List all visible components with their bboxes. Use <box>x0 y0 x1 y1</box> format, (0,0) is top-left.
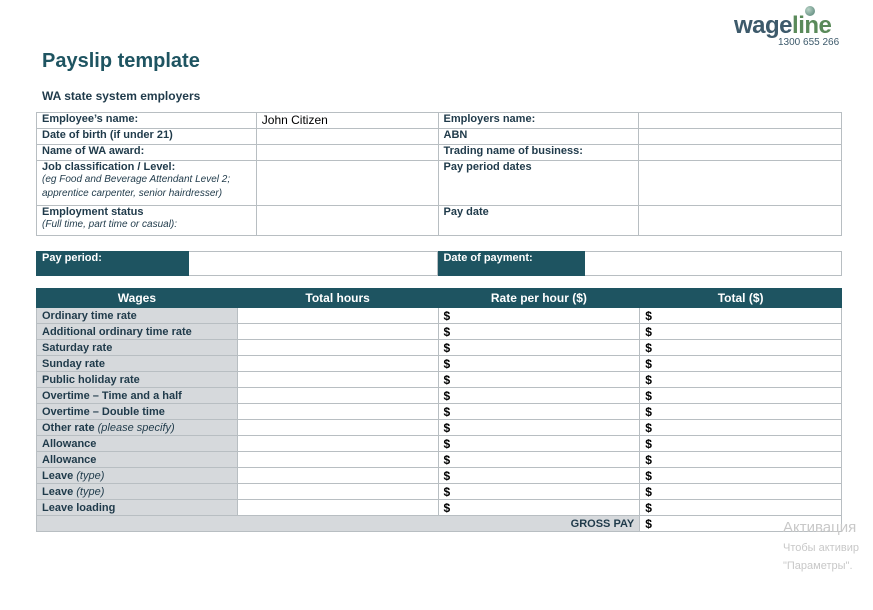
row-total-field[interactable]: $ <box>640 324 842 340</box>
table-row <box>37 468 842 484</box>
row-total-field[interactable]: $ <box>640 372 842 388</box>
table-row <box>37 500 842 516</box>
gross-pay-label: GROSS PAY <box>37 516 640 532</box>
rate-per-hour-field[interactable]: $ <box>438 324 640 340</box>
row-total-field[interactable]: $ <box>640 388 842 404</box>
table-row <box>37 420 842 436</box>
rate-per-hour-field[interactable]: $ <box>438 404 640 420</box>
wage-type-label: Leave loading <box>37 500 238 516</box>
row-total-field[interactable]: $ <box>640 340 842 356</box>
logo-phone: 1300 655 266 <box>778 37 840 48</box>
row-total-field[interactable]: $ <box>640 308 842 324</box>
table-row <box>37 404 842 420</box>
total-hours-field[interactable] <box>237 404 438 420</box>
wage-type-label: Sunday rate <box>37 356 238 372</box>
pay-period-table <box>36 251 842 276</box>
rate-per-hour-field[interactable]: $ <box>438 452 640 468</box>
total-hours-field[interactable] <box>237 324 438 340</box>
wage-type-label: Allowance <box>37 452 238 468</box>
award-field[interactable] <box>256 145 438 161</box>
employment-status-field[interactable] <box>256 206 438 236</box>
rate-per-hour-field[interactable]: $ <box>438 420 640 436</box>
pay-date-label: Pay date <box>438 206 639 236</box>
rate-per-hour-field[interactable]: $ <box>438 388 640 404</box>
table-row <box>37 452 842 468</box>
dob-label: Date of birth (if under 21) <box>37 129 257 145</box>
table-row <box>37 324 842 340</box>
pay-period-label: Pay period: <box>37 252 189 276</box>
job-classification-field[interactable] <box>256 161 438 206</box>
page-subtitle: WA state system employers <box>42 89 201 103</box>
logo-wordmark: wageline <box>734 12 832 39</box>
employee-name-label: Employee’s name: <box>37 113 257 129</box>
activation-watermark-line2: Чтобы активир <box>783 542 859 554</box>
wages-table <box>36 288 842 532</box>
rate-per-hour-field[interactable]: $ <box>438 308 640 324</box>
total-hours-field[interactable] <box>237 468 438 484</box>
wage-type-label: Ordinary time rate <box>37 308 238 324</box>
table-row <box>37 308 842 324</box>
row-total-field[interactable]: $ <box>640 436 842 452</box>
table-row <box>37 484 842 500</box>
rate-per-hour-field[interactable]: $ <box>438 500 640 516</box>
date-of-payment-field[interactable] <box>585 252 842 276</box>
abn-field[interactable] <box>639 129 842 145</box>
trading-name-field[interactable] <box>639 145 842 161</box>
row-total-field[interactable]: $ <box>640 484 842 500</box>
employment-status-cell <box>37 206 257 236</box>
job-classification-cell <box>37 161 257 206</box>
total-hours-field[interactable] <box>237 452 438 468</box>
row-total-field[interactable]: $ <box>640 420 842 436</box>
total-hours-field[interactable] <box>237 308 438 324</box>
pay-period-field[interactable] <box>188 252 438 276</box>
row-total-field[interactable]: $ <box>640 356 842 372</box>
activation-watermark-line3: "Параметры". <box>783 560 853 572</box>
wage-type-label: Additional ordinary time rate <box>37 324 238 340</box>
wage-type-label: Saturday rate <box>37 340 238 356</box>
table-row <box>37 372 842 388</box>
total-hours-field[interactable] <box>237 372 438 388</box>
header-total-hours: Total hours <box>237 289 438 308</box>
total-hours-field[interactable] <box>237 356 438 372</box>
gross-pay-currency: $ <box>645 516 652 531</box>
wage-type-label: Leave (type) <box>37 484 238 500</box>
rate-per-hour-field[interactable]: $ <box>438 436 640 452</box>
total-hours-field[interactable] <box>237 484 438 500</box>
rate-per-hour-field[interactable]: $ <box>438 356 640 372</box>
header-rate-per-hour: Rate per hour ($) <box>438 289 640 308</box>
row-total-field[interactable]: $ <box>640 452 842 468</box>
total-hours-field[interactable] <box>237 340 438 356</box>
table-row <box>37 340 842 356</box>
activation-watermark-title: Активация <box>783 519 857 536</box>
total-hours-field[interactable] <box>237 500 438 516</box>
rate-per-hour-field[interactable]: $ <box>438 468 640 484</box>
trading-name-label: Trading name of business: <box>438 145 639 161</box>
employee-name-value: John Citizen <box>261 113 328 127</box>
wage-type-label: Public holiday rate <box>37 372 238 388</box>
abn-label: ABN <box>438 129 639 145</box>
header-total: Total ($) <box>640 289 842 308</box>
employee-info-table <box>36 112 842 236</box>
total-hours-field[interactable] <box>237 420 438 436</box>
total-hours-field[interactable] <box>237 436 438 452</box>
rate-per-hour-field[interactable]: $ <box>438 484 640 500</box>
row-total-field[interactable]: $ <box>640 468 842 484</box>
wage-type-label: Leave (type) <box>37 468 238 484</box>
rate-per-hour-field[interactable]: $ <box>438 372 640 388</box>
wageline-logo <box>734 6 844 50</box>
row-total-field[interactable]: $ <box>640 500 842 516</box>
employment-status-label: Employment status <box>42 206 144 218</box>
employers-name-field[interactable] <box>639 113 842 129</box>
employment-status-hint: (Full time, part time or casual): <box>42 219 178 230</box>
wage-type-label: Other rate (please specify) <box>37 420 238 436</box>
table-row <box>37 356 842 372</box>
rate-per-hour-field[interactable]: $ <box>438 340 640 356</box>
table-row <box>37 388 842 404</box>
total-hours-field[interactable] <box>237 388 438 404</box>
pay-period-dates-label: Pay period dates <box>438 161 639 206</box>
wage-type-label: Allowance <box>37 436 238 452</box>
job-classification-label: Job classification / Level: <box>42 161 176 173</box>
pay-date-field[interactable] <box>639 206 842 236</box>
header-wages: Wages <box>37 289 238 308</box>
employee-name-field[interactable] <box>256 113 438 129</box>
table-row <box>37 436 842 452</box>
date-of-payment-label: Date of payment: <box>438 252 585 276</box>
wage-type-label: Overtime – Double time <box>37 404 238 420</box>
job-classification-hint: (eg Food and Beverage Attendant Level 2; apprentice carpenter, senior hairdresser) <box>42 174 231 199</box>
award-label: Name of WA award: <box>37 145 257 161</box>
employers-name-label: Employers name: <box>438 113 639 129</box>
wage-type-label: Overtime – Time and a half <box>37 388 238 404</box>
pay-period-dates-field[interactable] <box>639 161 842 206</box>
wages-rows <box>37 308 842 516</box>
dob-field[interactable] <box>256 129 438 145</box>
page-title: Payslip template <box>42 50 200 72</box>
row-total-field[interactable]: $ <box>640 404 842 420</box>
